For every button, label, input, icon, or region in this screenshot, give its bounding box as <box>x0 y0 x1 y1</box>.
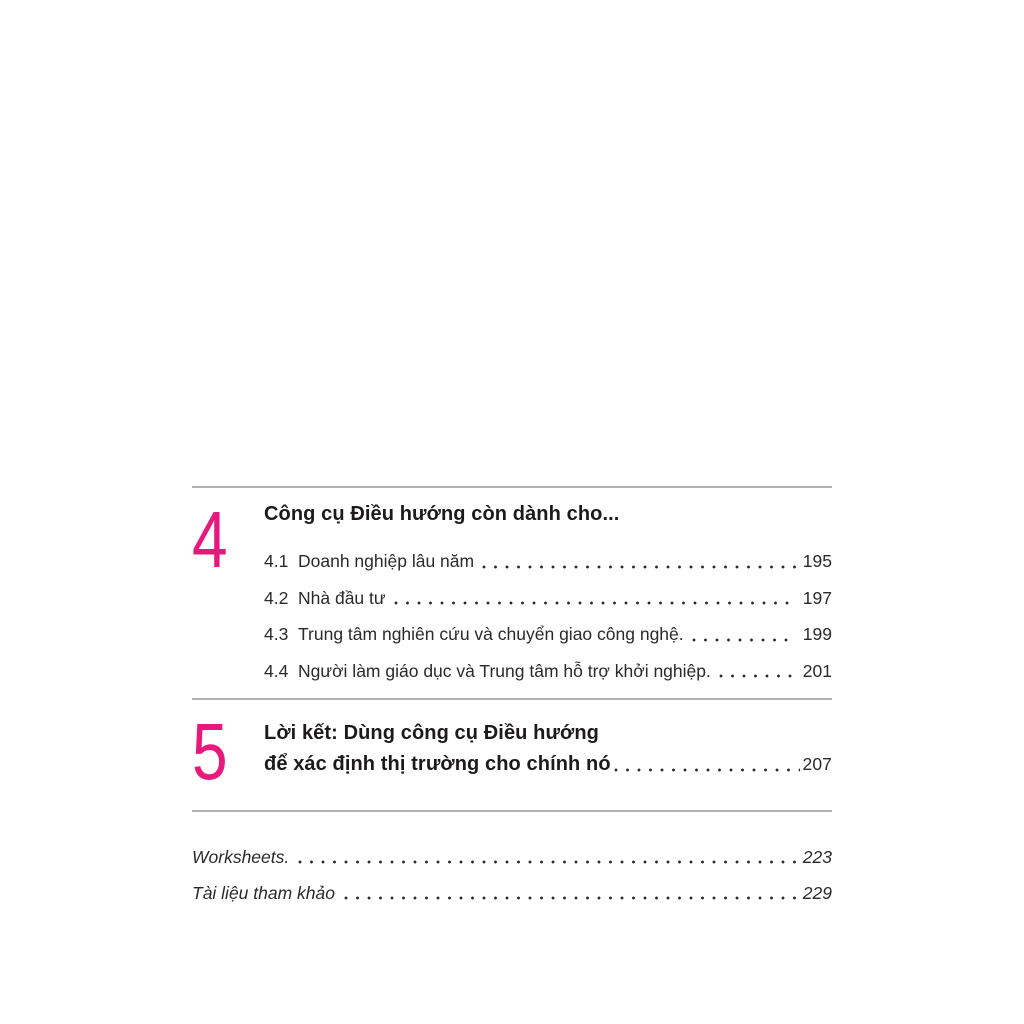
toc-entry-label: Tài liệu tham khảo <box>192 883 335 903</box>
toc-entry-label: Nhà đầu tư <box>298 587 386 608</box>
dot-leader <box>611 749 803 780</box>
chapter-4-body <box>264 488 832 698</box>
toc-entry <box>192 839 832 875</box>
chapter-4-title: Công cụ Điều hướng còn dành cho... <box>264 503 620 525</box>
toc-entry-page: 197 <box>802 587 832 608</box>
table-of-contents <box>192 486 832 911</box>
section-divider <box>192 810 832 812</box>
chapter-5-section <box>192 700 832 810</box>
dot-leader <box>689 616 799 653</box>
toc-entry-label: Doanh nghiệp lâu năm <box>298 551 475 571</box>
toc-entry <box>264 543 832 580</box>
toc-entry-label: Người làm giáo dục và Trung tâm hỗ trợ khởi nghiệp. <box>298 660 711 681</box>
toc-entry-page: 223 <box>802 847 832 867</box>
chapter-5-title <box>264 718 832 780</box>
chapter-5-title-line1 <box>264 718 832 749</box>
toc-entry-page: 199 <box>802 624 832 644</box>
toc-entry-page: 195 <box>802 551 832 571</box>
chapter-5-title-line2 <box>264 749 832 780</box>
toc-entry-number: 4.3 <box>264 624 289 644</box>
dot-leader <box>391 580 799 617</box>
chapter-5-title-text2: để xác định thị trường cho chính nó <box>264 753 611 775</box>
toc-entry-page: 201 <box>802 660 832 681</box>
toc-entry-label: Trung tâm nghiên cứu và chuyển giao công nghệ. <box>298 624 684 644</box>
toc-entry-number: 4.2 <box>264 587 289 608</box>
toc-entry <box>192 875 832 911</box>
toc-entry <box>264 580 832 617</box>
toc-entry-number: 4.1 <box>264 551 289 571</box>
toc-entry-page: 229 <box>802 883 832 903</box>
chapter-4-number: 4 <box>192 495 228 584</box>
toc-entry-label: Worksheets. <box>192 847 290 867</box>
dot-leader <box>716 653 799 690</box>
dot-leader <box>479 543 799 580</box>
chapter-5-body <box>264 700 832 810</box>
chapter-5-number: 5 <box>192 707 228 796</box>
toc-entry <box>264 616 832 653</box>
toc-entry-number: 4.4 <box>264 660 289 681</box>
chapter-4-section <box>192 488 832 698</box>
dot-leader <box>341 875 799 911</box>
back-matter-list <box>192 839 832 911</box>
toc-entry-page: 207 <box>802 754 832 774</box>
chapter-5-title-text1: Lời kết: Dùng công cụ Điều hướng <box>264 722 599 744</box>
dot-leader <box>295 839 799 875</box>
chapter-4-items <box>264 543 832 689</box>
toc-entry <box>264 653 832 690</box>
